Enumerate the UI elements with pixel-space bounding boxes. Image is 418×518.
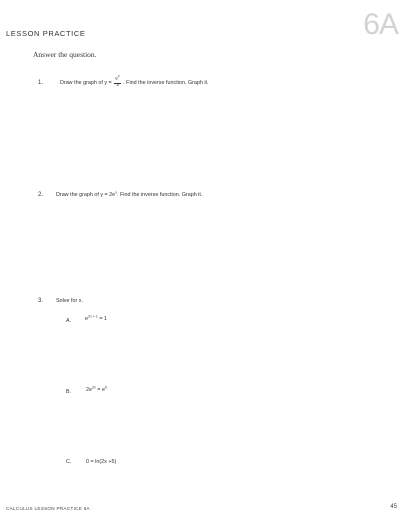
part-a-base: e	[85, 316, 88, 322]
question-3-number: 3.	[38, 298, 44, 304]
question-2-number: 2.	[38, 192, 44, 198]
question-1-suffix: . Find the inverse function. Graph it.	[123, 79, 209, 86]
part-b-equation	[86, 387, 107, 393]
part-c-label: C.	[66, 459, 72, 465]
fraction-numerator-exponent: x	[117, 74, 120, 78]
lesson-id: 6A	[363, 8, 398, 41]
part-b-exponent-2: 0	[104, 385, 107, 390]
lesson-header-title: LESSON PRACTICE	[6, 29, 86, 38]
part-b-exponent: 3x	[92, 385, 96, 390]
fraction-numerator-base: e	[115, 76, 118, 82]
question-1-text	[60, 76, 209, 89]
part-a-label: A.	[66, 318, 72, 324]
question-2-suffix: . Find the inverse function. Graph it.	[116, 192, 203, 198]
page-number: 45	[390, 504, 397, 510]
footer-course-label: CALCULUS LESSON PRACTICE 6A	[6, 506, 90, 511]
part-a-rest: = 1	[97, 316, 108, 322]
question-2-text	[56, 192, 202, 198]
part-b-mid: = e	[95, 387, 105, 393]
question-1-number: 1.	[38, 80, 44, 86]
question-1-fraction	[114, 76, 120, 89]
question-2-prefix: Draw the graph of y = 2e	[56, 192, 116, 198]
part-b-label: B.	[66, 389, 72, 395]
part-b-base: 2e	[86, 387, 92, 393]
instruction-text: Answer the question.	[33, 50, 97, 59]
part-c-equation: 0 = ln(2x +5)	[86, 459, 117, 465]
part-a-equation	[85, 316, 107, 322]
question-1-prefix: Draw the graph of y =	[60, 79, 112, 86]
fraction-denominator: 3	[116, 83, 119, 89]
question-3-text: Solve for x.	[56, 298, 83, 304]
part-a-exponent: 2x + 1	[88, 314, 98, 319]
question-2-exponent: x	[115, 190, 117, 195]
